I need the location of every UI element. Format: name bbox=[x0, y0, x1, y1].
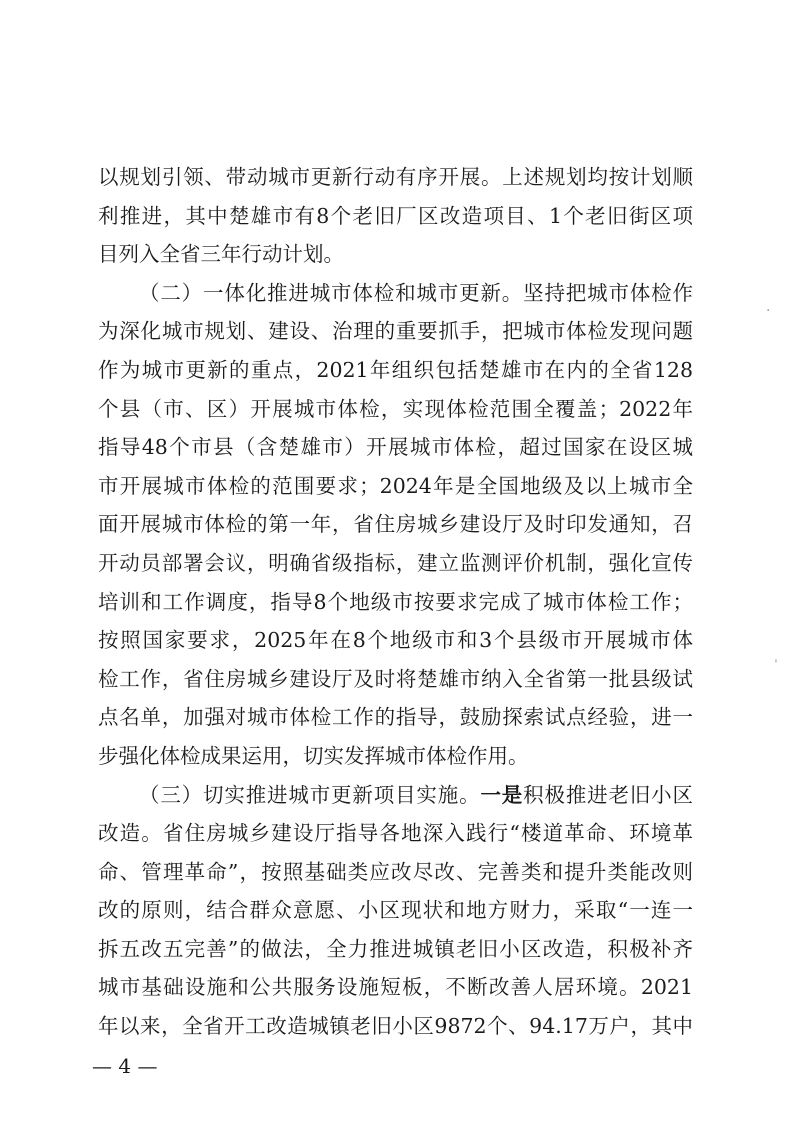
paragraph-3-line-2: 改造。省住房城乡建设厅指导各地深入践行“楼道革命、环境革 bbox=[98, 821, 693, 846]
paragraph-2-line-8: 开动员部署会议，明确省级指标，建立监测评价机制，强化宣传 bbox=[98, 550, 693, 575]
paragraph-3-line-3: 命、管理革命”，按照基础类应改尽改、完善类和提升类能改则 bbox=[98, 859, 693, 884]
paragraph-2-line-9: 培训和工作调度，指导8个地级市按要求完成了城市体检工作； bbox=[98, 589, 693, 614]
paragraph-2-line-7: 面开展城市体检的第一年，省住房城乡建设厅及时印发通知，召 bbox=[98, 512, 693, 537]
paragraph-2-line-13: 步强化体检成果运用，切实发挥城市体检作用。 bbox=[98, 743, 529, 768]
paragraph-2-line-3: 作为城市更新的重点，2021年组织包括楚雄市在内的全省128 bbox=[98, 357, 693, 382]
scan-speck: ˌ bbox=[774, 649, 778, 665]
paragraph-3-rest: 积极推进老旧小区 bbox=[523, 782, 693, 807]
paragraph-2-line-4: 个县（市、区）开展城市体检，实现体检范围全覆盖；2022年 bbox=[98, 396, 693, 421]
paragraph-3-emphasis: 一是 bbox=[480, 782, 524, 807]
paragraph-3-line-1 bbox=[98, 776, 693, 815]
paragraph-1-line-3: 目列入全省三年行动计划。 bbox=[98, 242, 344, 267]
paragraph-2-line-2: 为深化城市规划、建设、治理的重要抓手，把城市体检发现问题 bbox=[98, 319, 693, 344]
paragraph-2-line-10: 按照国家要求，2025年在8个地级市和3个县级市开展城市体 bbox=[98, 628, 693, 653]
paragraph-2-line-6: 市开展城市体检的范围要求；2024年是全国地级及以上城市全 bbox=[98, 473, 693, 498]
paragraph-3-line-7: 年以来，全省开工改造城镇老旧小区9872个、94.17万户，其中 bbox=[98, 1014, 693, 1039]
paragraph-2-line-12: 点名单，加强对城市体检工作的指导，鼓励探索试点经验，进一 bbox=[98, 705, 693, 730]
paragraph-2-text: （二）一体化推进城市体检和城市更新。坚持把城市体检作 bbox=[139, 280, 693, 305]
scan-speck: · bbox=[766, 303, 771, 319]
paragraph-2-line-5: 指导48个市县（含楚雄市）开展城市体检，超过国家在设区城 bbox=[98, 435, 693, 460]
paragraph-1-line-1: 以规划引领、带动城市更新行动有序开展。上述规划均按计划顺 bbox=[98, 165, 693, 189]
paragraph-3-heading: （三）切实推进城市更新项目实施。 bbox=[139, 782, 481, 807]
paragraph-1-line-2: 利推进，其中楚雄市有8个老旧厂区改造项目、1个老旧街区项 bbox=[98, 203, 693, 228]
paragraph-3-line-6: 城市基础设施和公共服务设施短板，不断改善人居环境。2021 bbox=[98, 975, 693, 1000]
paragraph-2-line-11: 检工作，省住房城乡建设厅及时将楚雄市纳入全省第一批县级试 bbox=[98, 666, 693, 691]
body-text bbox=[98, 158, 693, 1046]
paragraph-2-line-1 bbox=[98, 274, 693, 313]
paragraph-3-line-5: 拆五改五完善”的做法，全力推进城镇老旧小区改造，积极补齐 bbox=[98, 936, 693, 961]
page-number: — 4 — bbox=[92, 1054, 158, 1078]
paragraph-3-line-4: 改的原则，结合群众意愿、小区现状和地方财力，采取“一连一 bbox=[98, 898, 693, 923]
